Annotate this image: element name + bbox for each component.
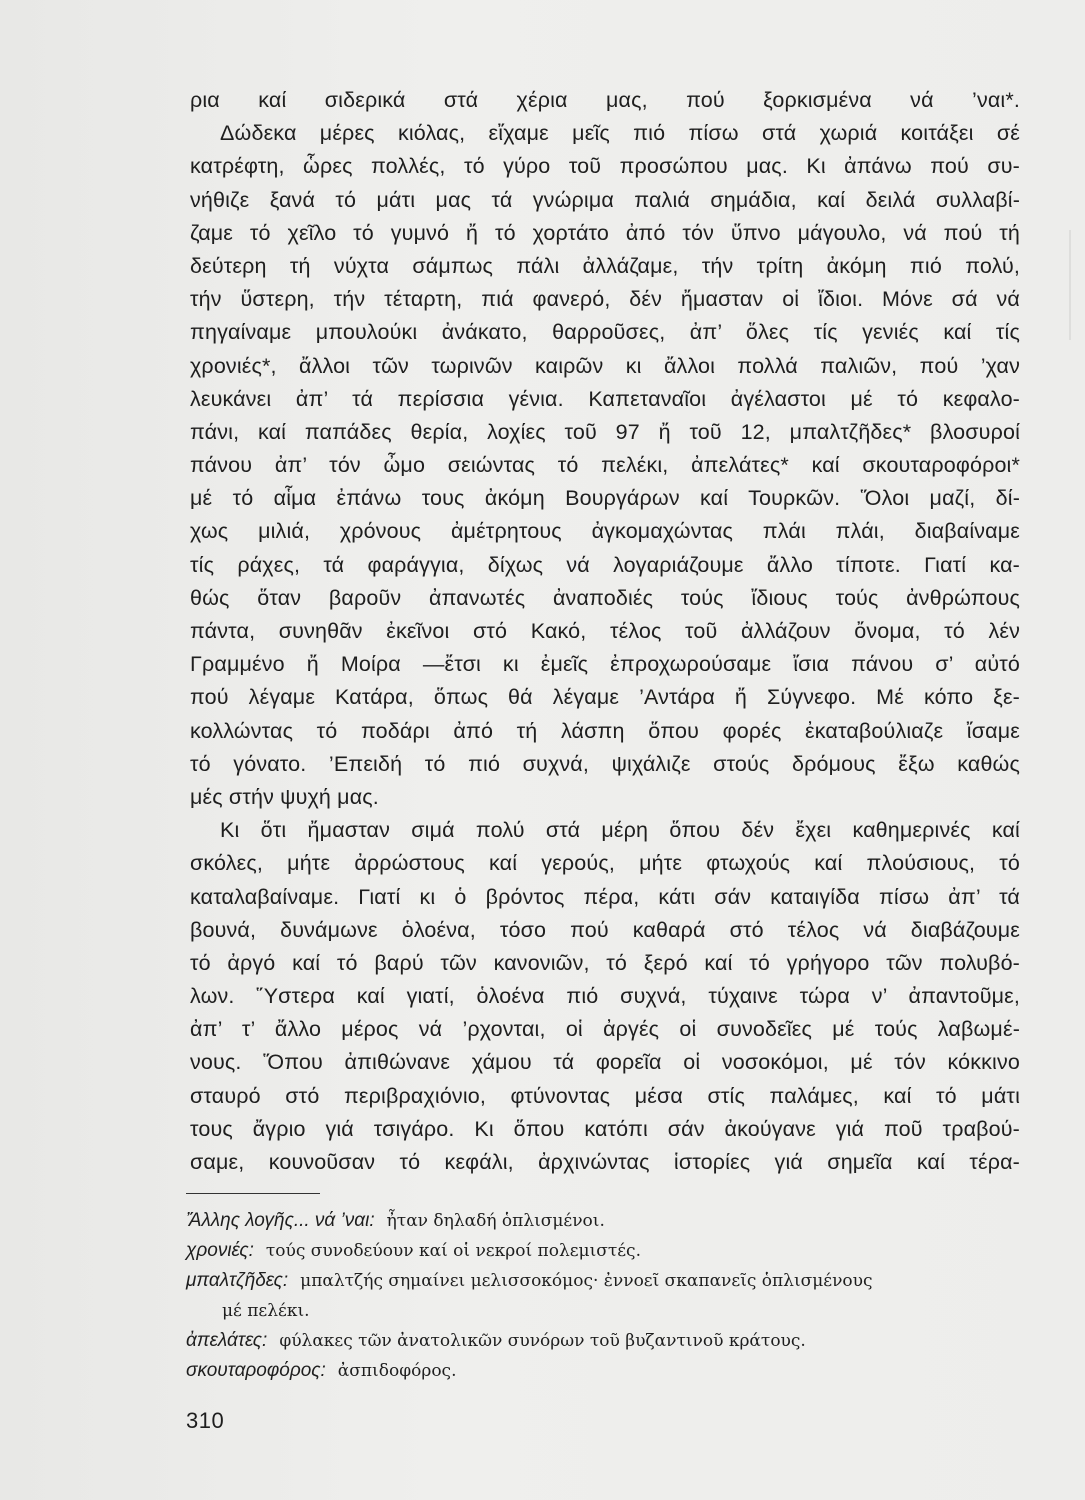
text-line: ἀπ’ τ’ ἄλλο μέρος νά ’ρχονται, οἱ ἀργές οἱ συνοδεῖες μέ τούς λαβωμέ- — [190, 1017, 1020, 1042]
text-line: χρονιές*, ἄλλοι τῶν τωρινῶν καιρῶν κι ἄλλοι πολλά παλιῶν, πού ’χαν — [190, 353, 1020, 378]
text-line: βουνά, δυνάμωνε ὁλοένα, τόσο πού καθαρά στό τέλος νά διαβάζουμε — [190, 917, 1020, 942]
text-line: πηγαίναμε μπουλούκι ἀνάκατο, θαρροῦσες, ἀπ’ ὅλες τίς γενιές καί τίς — [190, 320, 1020, 345]
text-line: μέ τό αἷμα ἐπάνω τους ἀκόμη Βουργάρων καί Τουρκῶν. Ὅλοι μαζί, δί- — [190, 486, 1020, 511]
footnote — [186, 1206, 1026, 1236]
footnote-text: τούς συνοδεύουν καί οἱ νεκροί πολεμιστές. — [265, 1241, 641, 1261]
text-line: πού λέγαμε Κατάρα, ὅπως θά λέγαμε ’Αντάρα ἤ Σύγνεφο. Μέ κόπο ξε- — [190, 685, 1020, 710]
footnote-term: σκουταροφόρος: — [186, 1360, 326, 1381]
text-line: Γραμμένο ἤ Μοίρα —ἔτσι κι ἐμεῖς ἐπροχωρούσαμε ἴσια πάνου σ’ αὐτό — [190, 652, 1020, 677]
text-line: ρια καί σιδερικά στά χέρια μας, πού ξορκισμένα νά ’ναι*. — [190, 88, 1020, 112]
footnotes — [186, 1206, 1026, 1386]
text-line: Δώδεκα μέρες κιόλας, εἴχαμε μεῖς πιό πίσω στά χωριά κοιτάξει σέ — [220, 121, 1020, 146]
text-line: νους. Ὅπου ἀπιθώνανε χάμου τά φορεῖα οἱ νοσοκόμοι, μέ τόν κόκκινο — [190, 1050, 1020, 1075]
text-line: σκόλες, μήτε ἀρρώστους καί γερούς, μήτε φτωχούς καί πλούσιους, τό — [190, 851, 1020, 876]
footnote-term: ἀπελάτες: — [186, 1330, 268, 1351]
main-text-block — [190, 84, 1020, 1179]
footnote — [186, 1266, 1026, 1296]
text-line: καταλαβαίναμε. Γιατί κι ὁ βρόντος πέρα, κάτι σάν καταιγίδα πίσω ἀπ’ τά — [190, 884, 1020, 909]
text-line: λων. Ὕστερα καί γιατί, ὁλοένα πιό συχνά, τύχαινε τώρα ν’ ἀπαντοῦμε, — [190, 984, 1020, 1009]
footnote — [186, 1326, 1026, 1356]
text-line: πάντα, συνηθᾶν ἐκεῖνοι στό Κακό, τέλος τοῦ ἀλλάζουν ὄνομα, τό λέν — [190, 619, 1020, 643]
text-line: πάνι, καί παπάδες θερία, λοχίες τοῦ 97 ἤ τοῦ 12, μπαλτζῆδες* βλοσυροί — [190, 419, 1020, 444]
text-line: τους ἄγριο γιά τσιγάρο. Κι ὅπου κατόπι σάν ἀκούγανε γιά ποῦ τραβού- — [190, 1116, 1020, 1141]
text-line: νήθιζε ξανά τό μάτι μας τά γνώριμα παλιά σημάδια, καί δειλά συλλαβί- — [190, 187, 1020, 212]
footnote — [186, 1356, 1026, 1386]
text-line: τό ἀργό καί τό βαρύ τῶν κανονιῶν, τό ξερό καί τό γρήγορο τῶν πολυβό- — [190, 950, 1020, 975]
text-line: κολλώντας τό ποδάρι ἀπό τή λάσπη ὅπου φορές ἐκαταβούλιαζε ἴσαμε — [190, 718, 1020, 743]
text-line: πάνου ἀπ’ τόν ὦμο σειώντας τό πελέκι, ἀπελάτες* καί σκουταροφόροι* — [190, 453, 1020, 478]
text-line: σταυρό στό περιβραχιόνιο, φτύνοντας μέσα στίς παλάμες, καί τό μάτι — [190, 1083, 1020, 1108]
footnote-text: μπαλτζής σημαίνει μελισσοκόμος· ἐννοεῖ σκαπανεῖς ὁπλισμένους — [300, 1271, 873, 1291]
text-line: ζαμε τό χεῖλο τό γυμνό ἤ τό χορτάτο ἀπό τόν ὕπνο μάγουλο, νά πού τή — [190, 220, 1020, 245]
text-line: κατρέφτη, ὧρες πολλές, τό γύρο τοῦ προσώπου μας. Κι ἀπάνω πού συ- — [190, 154, 1020, 179]
text-line: μές στήν ψυχή μας. — [190, 784, 379, 809]
text-line: χως μιλιά, χρόνους ἀμέτρητους ἀγκομαχώντας πλάι πλάι, διαβαίναμε — [190, 519, 1020, 544]
text-line: θώς ὅταν βαροῦν ἀπανωτές ἀναποδιές τούς ἴδιους τούς ἀνθρώπους — [190, 585, 1020, 610]
footnote-text: ἦταν δηλαδή ὁπλισμένοι. — [386, 1211, 605, 1231]
footnote — [186, 1236, 1026, 1266]
page-number: 310 — [186, 1408, 225, 1433]
show-through-mark — [1069, 230, 1085, 340]
footnote-term: χρονιές: — [186, 1240, 254, 1261]
text-line: Κι ὅτι ἤμασταν σιμά πολύ στά μέρη ὅπου δέν ἔχει καθημερινές καί — [220, 818, 1020, 843]
text-line: τίς ράχες, τά φαράγγια, δίχως νά λογαριάζουμε ἄλλο τίποτε. Γιατί κα- — [190, 552, 1020, 577]
text-line: σαμε, κουνοῦσαν τό κεφάλι, ἀρχινώντας ἱστορίες γιά σημεῖα καί τέρα- — [190, 1150, 1020, 1174]
text-line: τήν ὕστερη, τήν τέταρτη, πιά φανερό, δέν ἤμασταν οἱ ἴδιοι. Μόνε σά νά — [190, 287, 1020, 312]
footnote-term: μπαλτζῆδες: — [186, 1270, 289, 1291]
footnote-separator — [186, 1193, 320, 1194]
footnote-continuation: μέ πελέκι. — [222, 1301, 310, 1321]
footnote-text: φύλακες τῶν ἀνατολικῶν συνόρων τοῦ βυζαντινοῦ κράτους. — [279, 1331, 806, 1351]
text-line: δεύτερη τή νύχτα σάμπως πάλι ἀλλάζαμε, τήν τρίτη ἀκόμη πιό πολύ, — [190, 253, 1020, 278]
text-line: τό γόνατο. ’Επειδή τό πιό συχνά, ψιχάλιζε στούς δρόμους ἔξω καθώς — [190, 751, 1020, 776]
footnote-term: Ἄλλης λογῆς... νά ’ναι: — [186, 1210, 375, 1231]
text-line: λευκάνει ἀπ’ τά περίσσια γένια. Καπεταναῖοι ἀγέλαστοι μέ τό κεφαλο- — [190, 386, 1020, 411]
footnote-text: ἀσπιδοφόρος. — [337, 1361, 457, 1381]
